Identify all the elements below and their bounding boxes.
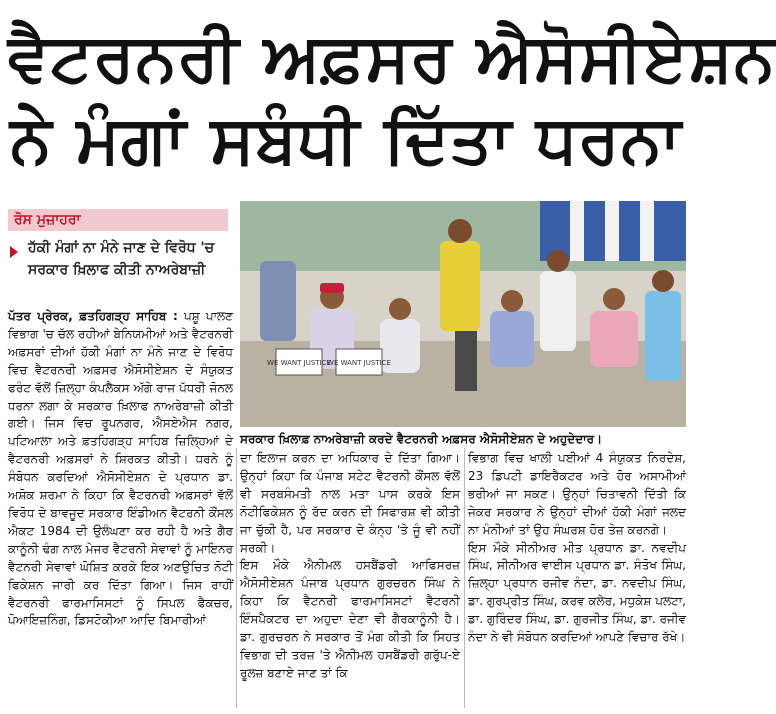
protest-photo-illustration — [240, 201, 686, 427]
placard-text-2: WE WANT JUSTICE — [327, 359, 391, 367]
article-text-3: ਵਿਭਾਗ ਵਿਚ ਖਾਲੀ ਪਈਆਂ 4 ਸੰਯੁਕਤ ਨਿਰਦੇਸ਼, 23 ਡਿਪਟੀ ਡਾਇਰੈਕਟਰ ਅਤੇ ਹੋਰ ਅਸਾਮੀਆਂ ਭਰੀਆਂ ਜਾ ਸਕਣ। ਉਨ੍ਹਾਂ ਚਿਤਾਵਨੀ ਦਿੱਤੀ ਕਿ ਜੇਕਰ ਸਰਕਾਰ ਨੇ ਉਨ੍ਹਾਂ ਦੀਆਂ ਹੱਕੀ ਮੰਗਾਂ ਜਲਦ ਨਾ ਮੰਨੀਆਂ ਤਾਂ ਉਹ ਸੰਘਰਸ਼ ਹੋਰ ਤੇਜ਼ ਕਰਨਗੇ। — [468, 451, 686, 537]
column-divider — [236, 448, 237, 708]
news-photo — [240, 201, 686, 427]
article-text-2b: ਇਸ ਮੌਕੇ ਐਨੀਮਲ ਹਸਬੈਂਡਰੀ ਆਫਿਸਰਜ਼ ਐਸੋਸੀਏਸ਼ਨ ਪੰਜਾਬ ਪ੍ਰਧਾਨ ਗੁਰਚਰਨ ਸਿੰਘ ਨੇ ਕਿਹਾ ਕਿ ਵੈਟਨਰੀ ਫਾਰਮਾਸਿਸਟਾਂ ਵੈਟਰਨੀ ਇੰਸਪੈਕਟਰ ਦਾ ਅਹੁਦਾ ਦੇਣਾ ਵੀ ਗੈਰਕਾਨੂੰਨੀ ਹੈ। ਡਾ. ਗੁਰਚਰਨ ਨੇ ਸਰਕਾਰ ਤੋਂ ਮੰਗ ਕੀਤੀ ਕਿ ਸਿਹਤ ਵਿਭਾਗ ਦੀ ਤਰਜ਼ 'ਤੇ ਐਨੀਮਲ ਹਸਬੈਂਡਰੀ ਗਰੁੱਪ-ਏ ਰੂਲਜ਼ ਬਣਾਏ ਜਾਣ ਤਾਂ ਕਿ — [240, 558, 460, 680]
article-column-3 — [468, 450, 686, 647]
dateline: ਪੱਤਰ ਪ੍ਰੇਰਕ, ਫ਼ਤਹਿਗੜ੍ਹ ਸਾਹਿਬ : — [8, 309, 178, 323]
article-text-3b: ਇਸ ਮੌਕੇ ਸੀਨੀਅਰ ਮੀਤ ਪ੍ਰਧਾਨ ਡਾ. ਨਵਦੀਪ ਸਿੰਘ, ਸੀਨੀਅਰ ਵਾਈਸ ਪ੍ਰਧਾਨ ਡਾ. ਸੰਤੋਖ ਸਿੰਘ, ਜ਼ਿਲ੍ਹਾ ਪ੍ਰਧਾਨ ਰਜੀਵ ਨੰਦਾ, ਡਾ. ਨਵਦੀਪ ਸਿੰਘ, ਡਾ. ਗੁਰਪ੍ਰੀਤ ਸਿੰਘ, ਕਰਵ ਕਲੇਰ, ਮਧੁਕੇਸ਼ ਪਲਟਾ, ਡਾ. ਗੁਰਿੰਦਰ ਸਿੰਘ, ਡਾ. ਗੁਰਜੀਤ ਸਿੰਘ, ਡਾ. ਰਜੀਵ ਨੰਦਾ ਨੇ ਵੀ ਸੰਬੋਧਨ ਕਰਦਿਆਂ ਆਪਣੇ ਵਿਚਾਰ ਰੱਖੇ। — [468, 540, 686, 645]
subheading: ਹੱਕੀ ਮੰਗਾਂ ਨਾ ਮੰਨੇ ਜਾਣ ਦੇ ਵਿਰੋਧ 'ਚ ਸਰਕਾਰ ਖ਼ਿਲਾਫ ਕੀਤੀ ਨਾਅਰੇਬਾਜ਼ੀ — [28, 240, 215, 278]
article-column-2 — [240, 450, 460, 683]
section-tag — [8, 209, 228, 231]
article-column-1 — [8, 308, 233, 630]
article-text-2: ਦਾ ਇਲਾਜ ਕਰਨ ਦਾ ਅਧਿਕਾਰ ਦੇ ਦਿੱਤਾ ਗਿਆ। ਉਨ੍ਹਾਂ ਕਿਹਾ ਕਿ ਪੰਜਾਬ ਸਟੇਟ ਵੈਟਰਨੀ ਕੌਂਸਲ ਵੱਲੋਂ ਵੀ ਸਰਬਸੰਮਤੀ ਨਾਲ ਮਤਾ ਪਾਸ ਕਰਕੇ ਇਸ ਨੋਟੀਫਿਕੇਸ਼ਨ ਨੂੰ ਰੱਦ ਕਰਨ ਦੀ ਸਿਫਾਰਸ਼ ਵੀ ਕੀਤੀ ਜਾ ਚੁੱਕੀ ਹੈ, ਪਰ ਸਰਕਾਰ ਦੇ ਕੰਨ੍ਹ 'ਤੇ ਜੂੰ ਵੀ ਨਹੀਂ ਸਰਕੀ। — [240, 451, 460, 555]
bullet-marker-icon — [10, 246, 18, 258]
section-tag-label: ਰੋਸ ਮੁਜ਼ਾਹਰਾ — [14, 212, 81, 228]
placard-text-1: WE WANT JUSTICE — [267, 359, 331, 367]
headline-line-1: ਵੈਟਰਨਰੀ ਅਫ਼ਸਰ ਐਸੋਸੀਏਸ਼ਨ — [8, 19, 776, 96]
article-text-1: ਪਸ਼ੂ ਪਾਲਣ ਵਿਭਾਗ 'ਚ ਚੱਲ ਰਹੀਆਂ ਬੇਨਿਯਮੀਆਂ ਅਤੇ ਵੈਟਰਨਰੀ ਅਫ਼ਸਰਾਂ ਦੀਆਂ ਹੱਕੀ ਮੰਗਾਂ ਨਾ ਮੰਨੇ ਜਾਣ ਦੇ ਵਿਰੋਧ ਵਿਚ ਵੈਟਰਨਰੀ ਅਫ਼ਸਰ ਐਸੋਸੀਏਸ਼ਨ ਦੇ ਸੰਯੁਕਤ ਫਰੰਟ ਵੱਲੋਂ ਜ਼ਿਲ੍ਹਾ ਕੰਪਲੈਕਸ ਅੱਗੇ ਰਾਜ ਪੱਧਰੀ ਜੋਨਲ ਧਰਨਾ ਲਗਾ ਕੇ ਸਰਕਾਰ ਖ਼ਿਲਾਫ ਨਾਅਰੇਬਾਜ਼ੀ ਕੀਤੀ ਗਈ। ਜਿਸ ਵਿਚ ਰੂਪਨਗਰ, ਐਸਏਐਸ ਨਗਰ, ਪਟਿਆਲਾ ਅਤੇ ਫ਼ਤਹਿਗੜ੍ਹ ਸਾਹਿਬ ਜ਼ਿਲ੍ਹਿਆਂ ਦੇ ਵੈਟਰਨਰੀ ਅਫ਼ਸਰਾਂ ਨੇ ਸ਼ਿਰਕਤ ਕੀਤੀ। ਧਰਨੇ ਨੂੰ ਸੰਬੋਧਨ ਕਰਦਿਆਂ ਐਸੋਸੀਏਸ਼ਨ ਦੇ ਪ੍ਰਧਾਨ ਡਾ. ਅਸ਼ੋਕ ਸ਼ਰਮਾ ਨੇ ਕਿਹਾ ਕਿ ਵੈਟਰਨਰੀ ਅਫ਼ਸਰਾਂ ਵੱਲੋਂ ਵਿਰੋਧ ਦੇ ਬਾਵਜੂਦ ਸਰਕਾਰ ਇੰਡੀਅਨ ਵੈਟਰਨੀ ਕੌਂਸਲ ਐਕਟ 1984 ਦੀ ਉਲੰਘਣਾ ਕਰ ਰਹੀ ਹੈ ਅਤੇ ਗੈਰ ਕਾਨੂੰਨੀ ਢੰਗ ਨਾਲ ਮੇਜਰ ਵੈਟਰਨੀ ਸੇਵਾਵਾਂ ਨੂੰ ਮਾਇਨਰ ਵੈਟਨਰੀ ਸੇਵਾਵਾਂ ਘੋਸ਼ਿਤ ਕਰਕੇ ਇਕ ਅਣਉਚਿਤ ਨੋਟੀ ਫਿਕੇਸ਼ਨ ਜਾਰੀ ਕਰ ਦਿੱਤਾ ਗਿਆ। ਜਿਸ ਰਾਹੀਂ ਵੈਟਰਨਰੀ ਫਾਰਮਾਸਿਸਟਾਂ ਨੂੰ ਸਿਪਲ ਫੈਕਚਰ, ਪੋਆਇਜ਼ਨਿੰਗ, ਡਿਸਟੋਕੀਆ ਆਦਿ ਬਿਮਾਰੀਆਂ — [8, 309, 233, 628]
photo-caption: ਸਰਕਾਰ ਖ਼ਿਲਾਫ਼ ਨਾਅਰੇਬਾਜ਼ੀ ਕਰਦੇ ਵੈਟਰਨਰੀ ਅਫ਼ਸਰ ਐਸੋਸੀਏਸ਼ਨ ਦੇ ਅਹੁਦੇਦਾਰ। — [240, 432, 603, 446]
column-divider — [464, 448, 465, 708]
headline-line-2: ਨੇ ਮੰਗਾਂ ਸਬੰਧੀ ਦਿੱਤਾ ਧਰਨਾ — [10, 101, 682, 178]
